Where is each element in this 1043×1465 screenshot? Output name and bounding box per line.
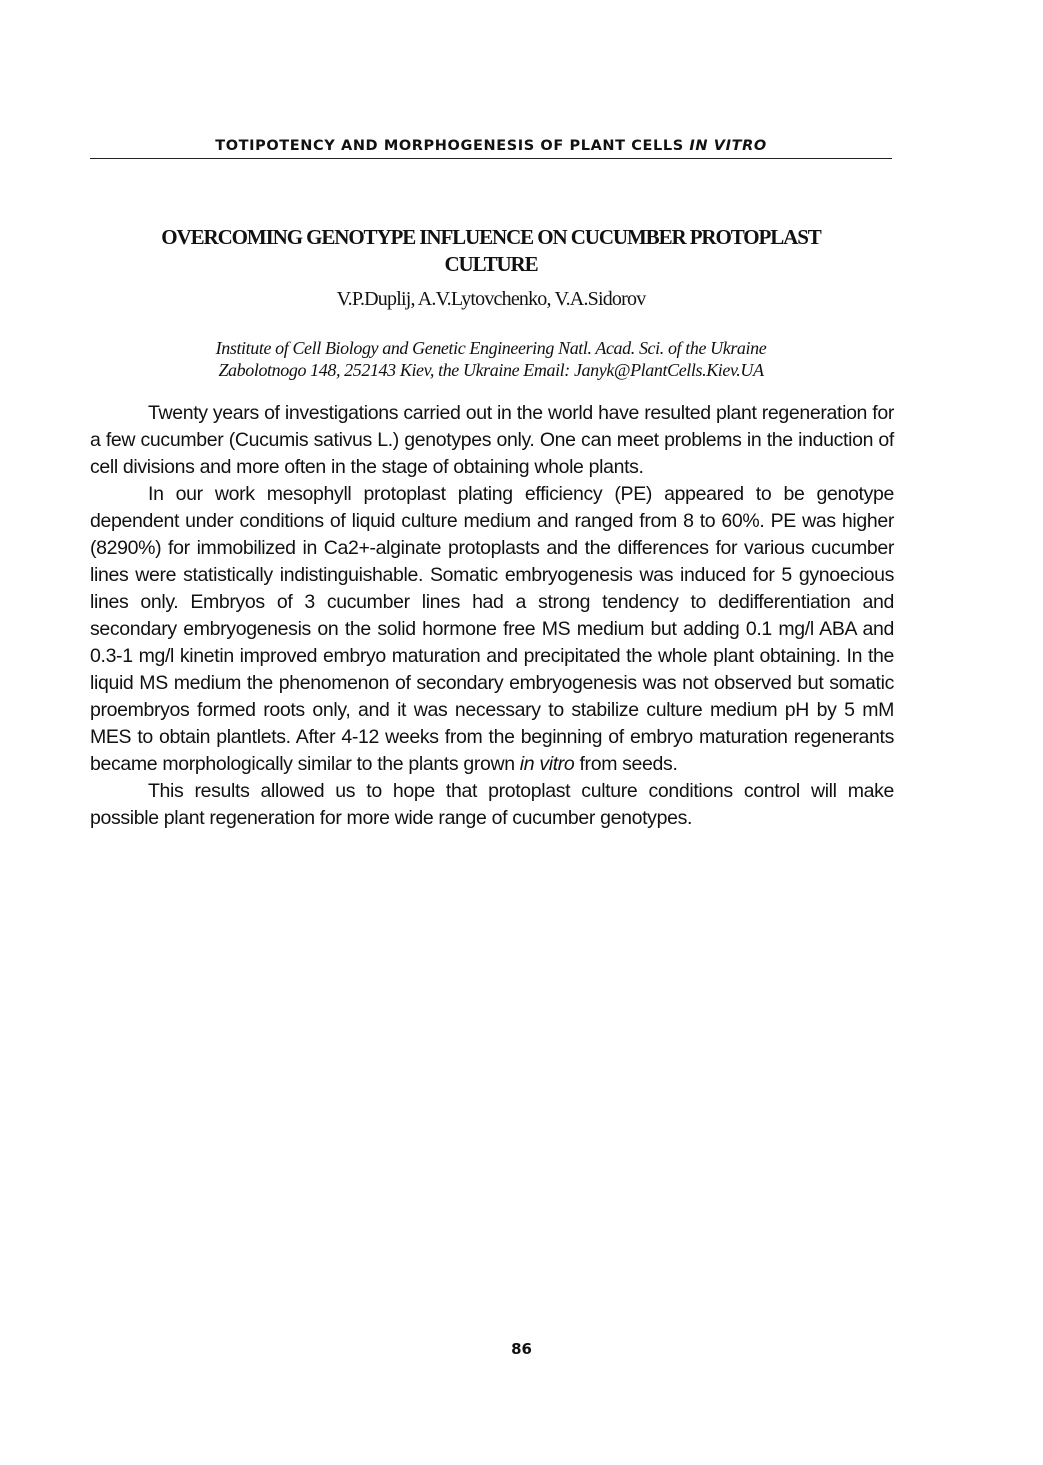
running-header: [90, 138, 892, 154]
abstract-body: [90, 400, 894, 832]
paper-title: [100, 224, 882, 278]
paragraph-2: [90, 481, 894, 778]
paragraph-2-end: from seeds.: [574, 753, 678, 775]
affiliation-line-2: Zabolotnogo 148, 252143 Kiev, the Ukraine Email: Janyk@PlantCells.Kiev.UA: [218, 360, 764, 380]
running-header-text: TOTIPOTENCY AND MORPHOGENESIS OF PLANT CELLS: [215, 138, 690, 154]
paragraph-2-italic: in vitro: [519, 753, 575, 775]
paper-title-line-2: CULTURE: [444, 252, 538, 276]
running-header-italic: IN VITRO: [689, 138, 767, 154]
affiliation: [100, 337, 882, 381]
paragraph-1: Twenty years of investigations carried out in the world have resulted plant regeneration for a few cucumber (Cucumis sativus L.) genotypes only. One can meet problems in the induction of cell divisions and more often in the stage of obtaining whole plants.: [90, 402, 894, 478]
paragraph-3: This results allowed us to hope that protoplast culture conditions control will make possible plant regeneration for more wide range of cucumber genotypes.: [90, 780, 894, 829]
paper-title-line-1: OVERCOMING GENOTYPE INFLUENCE ON CUCUMBER PROTOPLAST: [161, 225, 821, 249]
page-number: 86: [511, 1340, 532, 1358]
header-rule: [90, 158, 892, 159]
authors: V.P.Duplij, A.V.Lytovchenko, V.A.Sidorov: [336, 288, 646, 310]
affiliation-line-1: Institute of Cell Biology and Genetic Engineering Natl. Acad. Sci. of the Ukraine: [215, 338, 767, 358]
paragraph-2-main: In our work mesophyll protoplast plating efficiency (PE) appeared to be genotype dependent under conditions of liquid culture medium and ranged from 8 to 60%. PE was higher (8290%) for immobilized in Ca2+-alginate protoplasts and the differences for various cucumber lines were statistically indistinguishable. Somatic embryogenesis was induced for 5 gynoecious lines only. Embryos of 3 cucumber lines had a strong tendency to dedifferentiation and secondary embryogenesis on the solid hormone free MS medium but adding 0.1 mg/l ABA and 0.3-1 mg/l kinetin improved embryo maturation and precipitated the whole plant obtaining. In the liquid MS medium the phenomenon of secondary embryogenesis was not observed but somatic proembryos formed roots only, and it was necessary to stabilize culture medium pH by 5 mM MES to obtain plantlets. After 4-12 weeks from the beginning of embryo maturation regenerants became morphologically similar to the plants grown: [90, 483, 894, 775]
